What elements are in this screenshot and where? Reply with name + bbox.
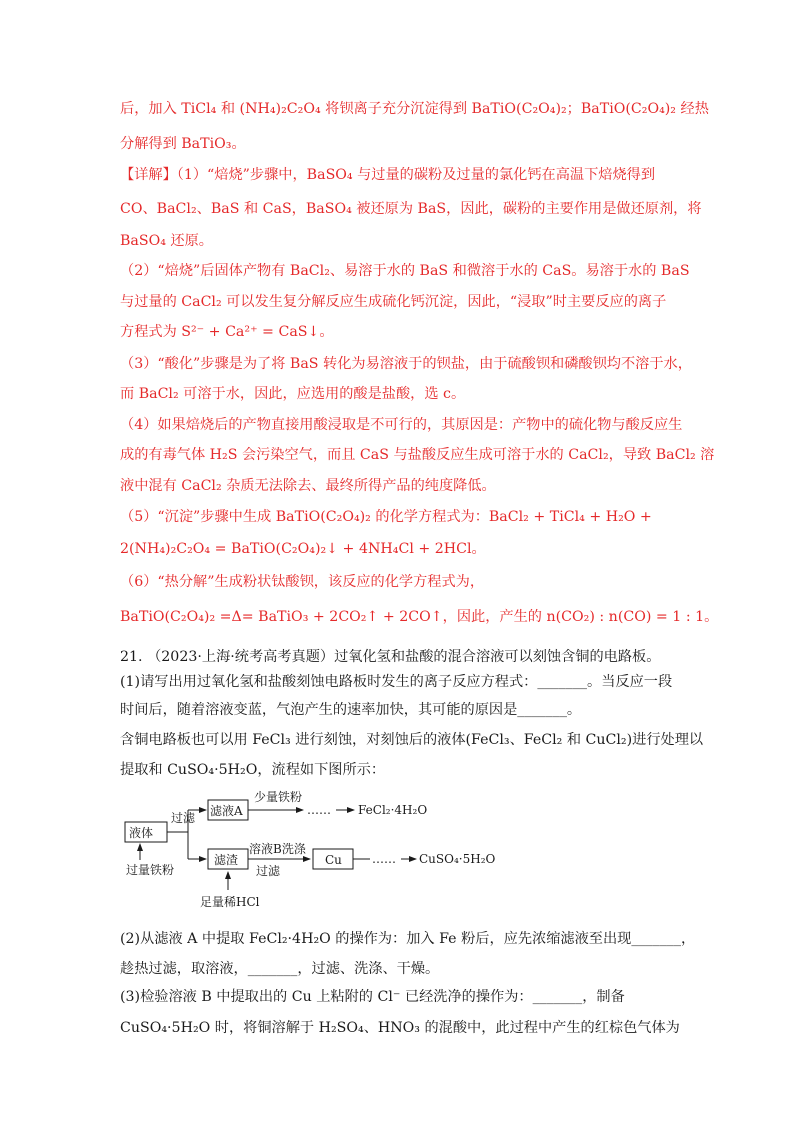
hcl-label: 足量稀HCl <box>200 895 260 909</box>
filtrate-a-label: 滤液A <box>210 804 243 818</box>
cu-label: Cu <box>325 853 342 867</box>
answer-line-7: 与过量的 CaCl₂ 可以发生复分解反应生成硫化钙沉淀，因此，“浸取”时主要反应的离子 <box>120 294 667 310</box>
answer-line-9: （3）“酸化”步骤是为了将 BaS 转化为易溶液于的钡盐，由于硫酸钡和磷酸钡均不溶于水， <box>120 356 692 372</box>
residue-label: 滤渣 <box>214 853 239 867</box>
iron-excess-label: 过量铁粉 <box>126 863 175 877</box>
answer-line-8: 方程式为 S²⁻ + Ca²⁺ = CaS↓。 <box>120 324 334 340</box>
dots-1: …… <box>307 803 331 817</box>
answer-line-15: 2(NH₄)₂C₂O₄ = BaTiO(C₂O₄)₂↓ + 4NH₄Cl + 2HCl。 <box>120 541 486 557</box>
question-line-9: CuSO₄·5H₂O 时，将铜溶解于 H₂SO₄、HNO₃ 的混酸中，此过程中产生的红棕色气体为 <box>120 1020 680 1036</box>
answer-line-14: （5）“沉淀”步骤中生成 BaTiO(C₂O₄)₂ 的化学方程式为：BaCl₂ + TiCl₄ + H₂O + <box>120 509 652 525</box>
filter-label-1: 过滤 <box>171 811 196 825</box>
answer-line-2: 分解得到 BaTiO₃。 <box>120 136 246 152</box>
question-line-1: 21. （2023·上海·统考高考真题）过氧化氢和盐酸的混合溶液可以刻蚀含铜的电路板。 <box>120 649 661 665</box>
answer-line-13: 液中混有 CaCl₂ 杂质无法除去、最终所得产品的纯度降低。 <box>120 478 496 494</box>
question-line-8: (3)检验溶液 B 中提取出的 Cu 上粘附的 Cl⁻ 已经洗净的操作为：_______，制备 <box>120 989 625 1005</box>
answer-line-4: CO、BaCl₂、BaS 和 CaS，BaSO₄ 被还原为 BaS，因此，碳粉的主要作用是做还原剂，将 <box>120 201 702 217</box>
answer-line-16: （6）“热分解”生成粉状钛酸钡，该反应的化学方程式为， <box>120 574 485 590</box>
answer-line-5: BaSO₄ 还原。 <box>120 233 213 249</box>
process-flow-diagram <box>118 772 538 917</box>
answer-line-10: 而 BaCl₂ 可溶于水，因此，应选用的酸是盐酸，选 c。 <box>120 386 466 402</box>
answer-line-1: 后，加入 TiCl₄ 和 (NH₄)₂C₂O₄ 将钡离子充分沉淀得到 BaTiO(C₂O₄)₂；BaTiO(C₂O₄)₂ 经热 <box>120 101 709 117</box>
question-line-2: (1)请写出用过氧化氢和盐酸刻蚀电路板时发生的离子反应方程式：_______。当反应一段 <box>120 674 673 690</box>
question-line-3: 时间后，随着溶液变蓝，气泡产生的速率加快，其可能的原因是_______。 <box>120 702 582 718</box>
question-line-4: 含铜电路板也可以用 FeCl₃ 进行刻蚀，对刻蚀后的液体(FeCl₃、FeCl₂ 和 CuCl₂)进行处理以 <box>120 732 704 748</box>
filter-label-2: 过滤 <box>256 864 281 878</box>
product1-label: FeCl₂·4H₂O <box>358 803 428 817</box>
answer-line-6: （2）“焙烧”后固体产物有 BaCl₂、易溶于水的 BaS 和微溶于水的 CaS。易溶于水的 BaS <box>120 263 690 279</box>
iron-small-label: 少量铁粉 <box>254 790 303 804</box>
question-line-5: 提取和 CuSO₄·5H₂O，流程如下图所示： <box>120 762 386 778</box>
answer-line-11: （4）如果焙烧后的产物直接用酸浸取是不可行的，其原因是：产物中的硫化物与酸反应生 <box>120 417 683 433</box>
wash-label: 溶液B洗涤 <box>249 842 306 856</box>
dots-2: …… <box>372 852 396 866</box>
answer-line-3: 【详解】（1）“焙烧”步骤中，BaSO₄ 与过量的碳粉及过量的氯化钙在高温下焙烧得到 <box>120 167 656 183</box>
answer-line-12: 成的有毒气体 H₂S 会污染空气，而且 CaS 与盐酸反应生成可溶于水的 CaCl₂，导致 BaCl₂ 溶 <box>120 447 715 463</box>
liquid-label: 液体 <box>129 826 154 840</box>
question-line-7: 趁热过滤，取溶液，_______，过滤、洗涤、干燥。 <box>120 961 440 977</box>
question-line-6: (2)从滤液 A 中提取 FeCl₂·4H₂O 的操作为：加入 Fe 粉后，应先浓缩滤液至出现_______， <box>120 931 696 947</box>
product2-label: CuSO₄·5H₂O <box>419 852 496 866</box>
answer-line-17: BaTiO(C₂O₄)₂ =Δ= BaTiO₃ + 2CO₂↑ + 2CO↑，因此，产生的 n(CO₂) : n(CO) = 1 : 1。 <box>120 609 719 625</box>
